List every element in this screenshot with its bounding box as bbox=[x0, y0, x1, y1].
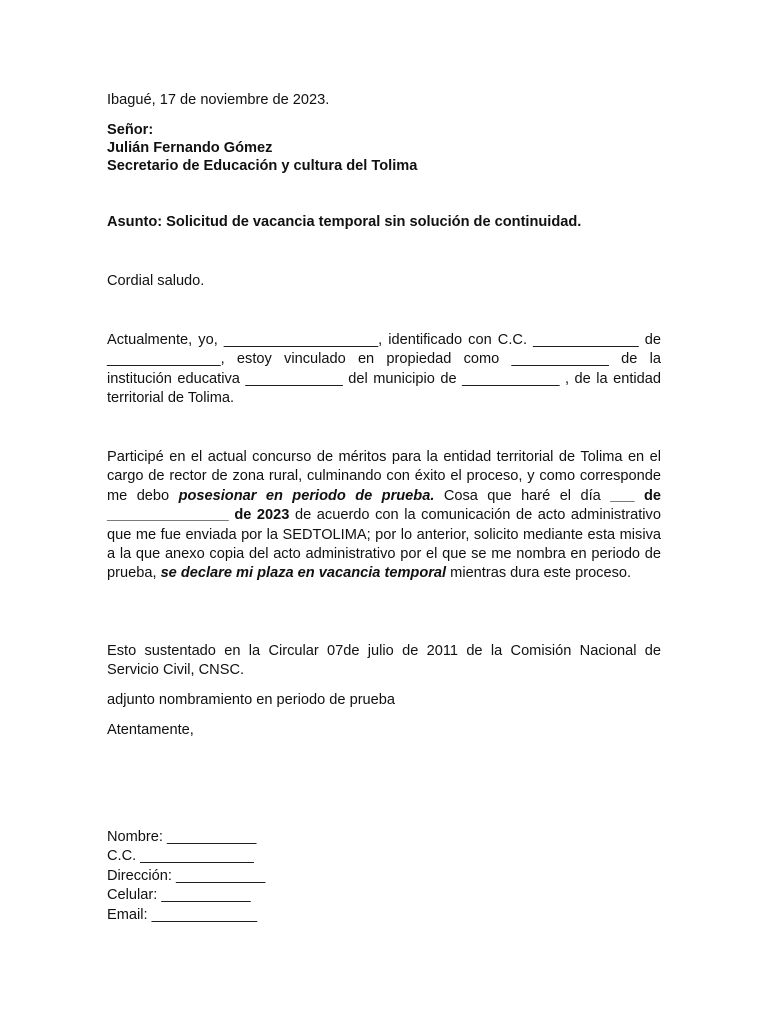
signature-name-line bbox=[107, 828, 661, 847]
id-blank: _____________ bbox=[533, 332, 639, 348]
signature-address-blank: ___________ bbox=[175, 867, 266, 884]
recipient-name: Julián Fernando Gómez bbox=[107, 140, 273, 156]
signature-email-blank: _____________ bbox=[151, 906, 258, 923]
signature-id-label: C.C. bbox=[107, 848, 137, 865]
recipient-block bbox=[107, 121, 661, 175]
closing: Atentamente, bbox=[107, 722, 194, 738]
signature-name-blank: ___________ bbox=[167, 829, 257, 845]
p1-text-1: Actualmente, yo, bbox=[107, 332, 218, 348]
paragraph-identification bbox=[107, 331, 661, 409]
signature-phone-label: Celular: bbox=[107, 887, 158, 904]
p2-text-1: Participé en el actual concurso de méritos para la entidad territorial de Tolima en el cargo de rector de zona rural, culminando con éxito el proceso, y como corresponde me debo bbox=[107, 449, 661, 504]
day-blank: ___ bbox=[610, 487, 635, 504]
name-blank: ___________________ bbox=[223, 332, 379, 348]
attachment-note: adjunto nombramiento en periodo de prueba bbox=[107, 692, 396, 708]
p2-emphasis-vacancy: se declare mi plaza en vacancia temporal bbox=[160, 565, 447, 582]
date-line: Ibagué, 17 de noviembre de 2023. bbox=[107, 92, 330, 108]
p2-text-4: mientras dura este proceso. bbox=[450, 565, 632, 582]
signature-email-label: Email: bbox=[107, 906, 148, 923]
p1-text-5: de la institución educativa bbox=[107, 351, 661, 387]
institution-blank: ____________ bbox=[245, 370, 343, 387]
month-blank: _______________ bbox=[107, 507, 229, 524]
p2-text-2: Cosa que haré el día bbox=[443, 487, 601, 504]
role-blank: ____________ bbox=[511, 351, 609, 368]
date-year: de 2023 bbox=[234, 507, 290, 524]
signature-phone-line bbox=[107, 886, 661, 905]
p1-text-6: del municipio de bbox=[348, 370, 457, 387]
date-de: de bbox=[643, 487, 661, 504]
id-origin-blank: ______________ bbox=[107, 351, 221, 368]
subject-line: Asunto: Solicitud de vacancia temporal sin solución de continuidad. bbox=[107, 214, 582, 230]
paragraph-request bbox=[107, 448, 661, 584]
signature-id-blank: ______________ bbox=[140, 848, 254, 865]
signature-address-label: Dirección: bbox=[107, 867, 172, 884]
signature-block bbox=[107, 828, 661, 925]
signature-name-label: Nombre: bbox=[107, 829, 163, 845]
p1-text-4: , estoy vinculado en propiedad como bbox=[220, 351, 500, 368]
signature-phone-blank: ___________ bbox=[161, 887, 251, 904]
paragraph-legal-basis: Esto sustentado en la Circular 07de julio de 2011 de la Comisión Nacional de Servicio Civil, CNSC. bbox=[107, 643, 661, 679]
p1-text-2: , identificado con C.C. bbox=[378, 332, 527, 348]
municipality-blank: ____________ bbox=[462, 370, 560, 387]
letter-page bbox=[107, 0, 661, 1024]
p2-text-3: de acuerdo con la comunicación de acto administrativo que me fue enviada por la SEDTOLIMA; por lo anterior, solicito mediante esta misiva a la que anexo copia del acto administrativo por el que se me nombra en periodo de prueba, bbox=[107, 507, 661, 582]
signature-id-line bbox=[107, 847, 661, 866]
p2-emphasis-possession: posesionar en periodo de prueba. bbox=[178, 487, 435, 504]
greeting: Cordial saludo. bbox=[107, 273, 205, 289]
signature-email-line bbox=[107, 906, 661, 925]
signature-address-line bbox=[107, 867, 661, 886]
p1-text-3: de bbox=[644, 332, 661, 348]
recipient-salutation: Señor: bbox=[107, 122, 154, 138]
recipient-position: Secretario de Educación y cultura del Tolima bbox=[107, 158, 418, 174]
p1-text-7: , de la entidad territorial de Tolima. bbox=[107, 370, 662, 407]
